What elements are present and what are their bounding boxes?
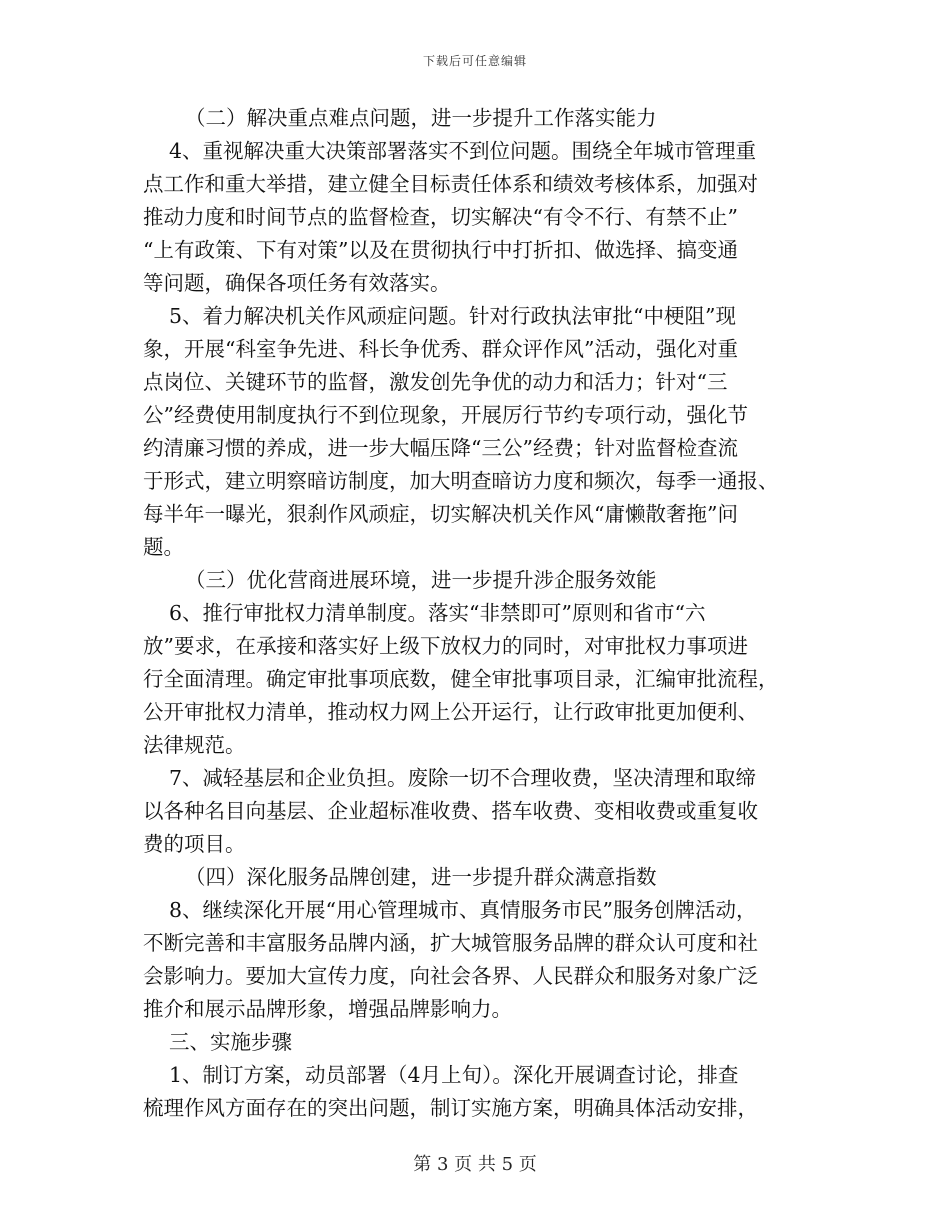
text-line: 约清廉习惯的养成，进一步大幅压降“三公”经费；针对监督检查流: [143, 436, 738, 460]
text-line: 8、继续深化开展“用心管理城市、真情服务市民”服务创牌活动，: [169, 898, 757, 922]
text-line: 每半年一曝光，狠刹作风顽症，切实解决机关作风“庸懒散奢拖”问: [143, 502, 738, 526]
text-line: 放”要求，在承接和落实好上级下放权力的同时，对审批权力事项进: [143, 634, 748, 658]
text-line: 公开审批权力清单，推动权力网上公开运行，让行政审批更加便利、: [143, 700, 758, 724]
text-line: 推动力度和时间节点的监督检查，切实解决“有令不行、有禁不止”: [143, 205, 738, 229]
text-line: 不断完善和丰富服务品牌内涵，扩大城管服务品牌的群众认可度和社: [143, 931, 758, 955]
text-line: 法律规范。: [143, 733, 246, 757]
text-line: 点工作和重大举措，建立健全目标责任体系和绩效考核体系，加强对: [143, 172, 758, 196]
text-line: 1、制订方案，动员部署（4月上旬）。深化开展调查讨论，排查: [169, 1063, 739, 1087]
text-line: 6、推行审批权力清单制度。落实“非禁即可”原则和省市“六: [169, 601, 706, 625]
text-line: （二）解决重点难点问题，进一步提升工作落实能力: [185, 106, 657, 130]
text-line: 行全面清理。确定审批事项底数，健全审批事项目录，汇编审批流程，: [143, 667, 779, 691]
text-line: 以各种名目向基层、企业超标准收费、搭车收费、变相收费或重复收: [143, 799, 758, 823]
text-line: 7、减轻基层和企业负担。废除一切不合理收费，坚决清理和取缔: [169, 766, 757, 790]
text-line: 三、实施步骤: [169, 1030, 292, 1054]
text-line: 象，开展“科室争先进、科长争优秀、群众评作风”活动，强化对重: [143, 337, 738, 361]
text-line: （三）优化营商进展环境，进一步提升涉企服务效能: [185, 568, 657, 592]
text-line: 于形式，建立明察暗访制度，加大明查暗访力度和频次，每季一通报、: [143, 469, 779, 493]
text-line: 梳理作风方面存在的突出问题，制订实施方案，明确具体活动安排，: [143, 1096, 758, 1120]
text-line: 费的项目。: [143, 832, 246, 856]
document-body: [143, 102, 815, 1125]
text-line: 5、着力解决机关作风顽症问题。针对行政执法审批“中梗阻”现: [169, 304, 737, 328]
text-line: 4、重视解决重大决策部署落实不到位问题。围绕全年城市管理重: [169, 139, 757, 163]
text-line: 会影响力。要加大宣传力度，向社会各界、人民群众和服务对象广泛: [143, 964, 758, 988]
text-line: 等问题，确保各项任务有效落实。: [143, 271, 451, 295]
text-line: “上有政策、下有对策”以及在贯彻执行中打折扣、做选择、搞变通: [143, 238, 738, 262]
text-line: 公”经费使用制度执行不到位现象，开展厉行节约专项行动，强化节: [143, 403, 748, 427]
text-line: 题。: [143, 535, 184, 559]
text-line: 推介和展示品牌形象，增强品牌影响力。: [143, 997, 512, 1021]
text-line: 点岗位、关键环节的监督，激发创先争优的动力和活力；针对“三: [143, 370, 728, 394]
text-line: （四）深化服务品牌创建，进一步提升群众满意指数: [185, 865, 657, 889]
page-header: 下载后可任意编辑: [422, 54, 527, 68]
page-footer: 第 3 页 共 5 页: [413, 1154, 537, 1175]
